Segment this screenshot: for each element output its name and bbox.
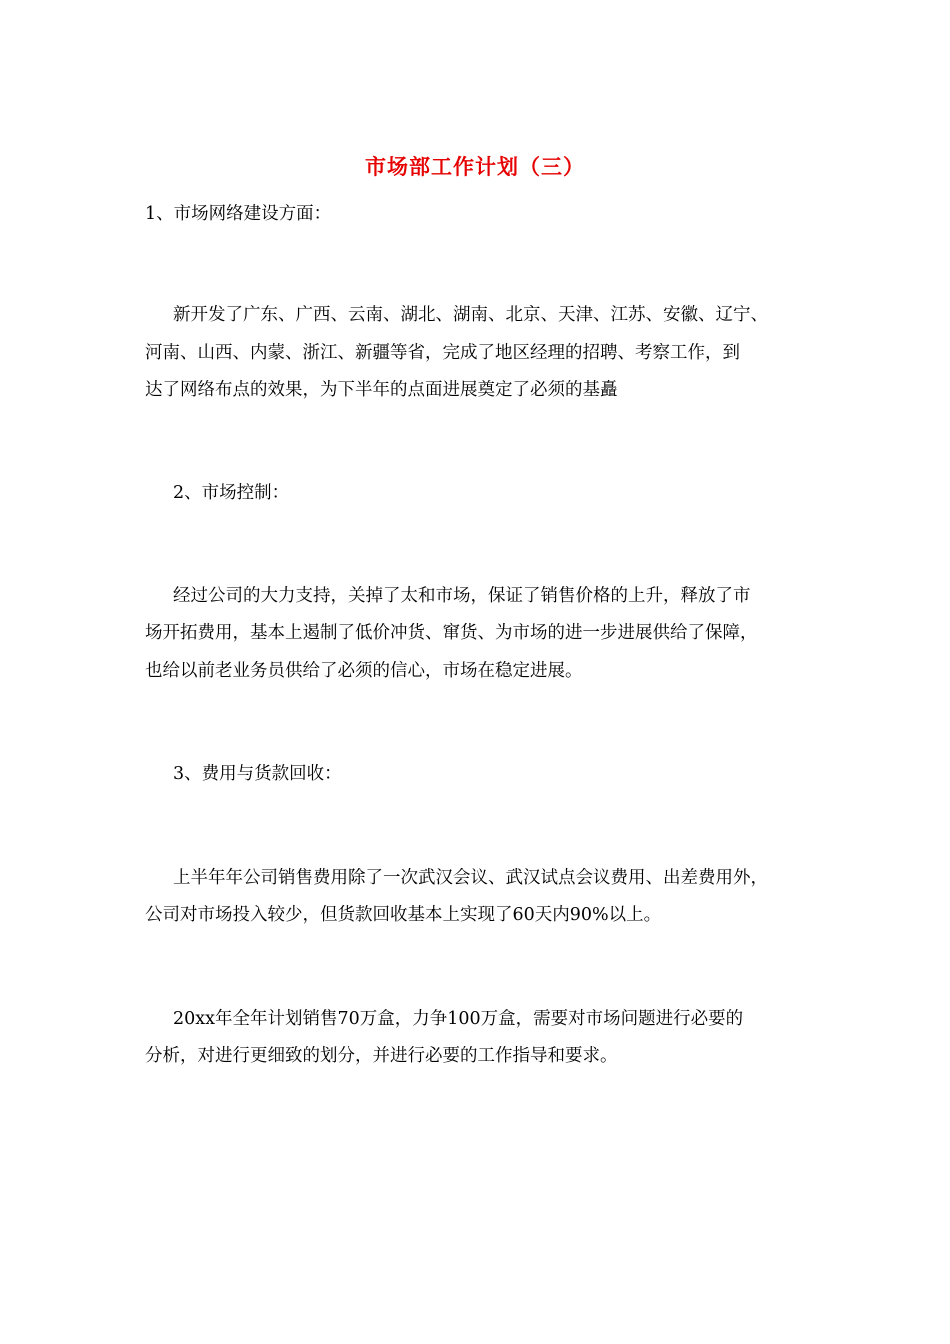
section-1-paragraph-line: 达了网络布点的效果，为下半年的点面进展奠定了必须的基矗 — [145, 380, 618, 400]
section-3-heading: 3、费用与货款回收： — [173, 764, 342, 784]
section-2-paragraph-line: 也给以前老业务员供给了必须的信心，市场在稳定进展。 — [145, 661, 583, 681]
section-2-heading: 2、市场控制： — [173, 483, 290, 503]
section-2-paragraph-line: 经过公司的大力支持，关掉了太和市场，保证了销售价格的上升，释放了市 — [173, 586, 751, 606]
document-title: 市场部工作计划（三） — [365, 154, 585, 179]
section-3-paragraph-line: 公司对市场投入较少，但货款回收基本上实现了60天内90%以上。 — [145, 905, 662, 925]
section-1-heading: 1、市场网络建设方面： — [145, 204, 332, 224]
section-2-paragraph-line: 场开拓费用，基本上遏制了低价冲货、窜货、为市场的进一步进展供给了保障， — [145, 623, 758, 643]
closing-paragraph-line: 分析，对进行更细致的划分，并进行必要的工作指导和要求。 — [145, 1046, 618, 1066]
section-1-paragraph-line: 新开发了广东、广西、云南、湖北、湖南、北京、天津、江苏、安徽、辽宁、 — [173, 305, 768, 325]
section-3-paragraph-line: 上半年年公司销售费用除了一次武汉会议、武汉试点会议费用、出差费用外， — [173, 868, 768, 888]
closing-paragraph-line: 20xx年全年计划销售70万盒，力争100万盒，需要对市场问题进行必要的 — [173, 1009, 744, 1029]
section-1-paragraph-line: 河南、山西、内蒙、浙江、新疆等省，完成了地区经理的招聘、考察工作，到 — [145, 343, 740, 363]
